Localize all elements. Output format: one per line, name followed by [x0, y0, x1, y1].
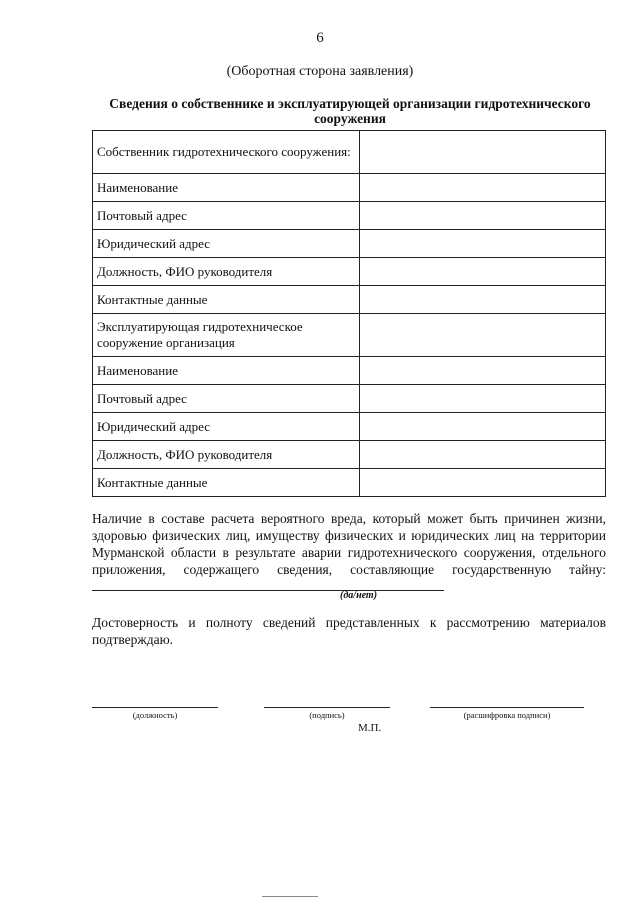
table-row [93, 441, 606, 469]
state-secret-statement-text: Наличие в составе расчета вероятного вреда, который может быть причинен жизни, здоровью физических лиц, имуществу физических и юридических лиц на территории Мурманской области в результате аварии гидротехнического сооружения, отдельного приложения, содержащего сведения, составляющие государственную тайну: [92, 511, 606, 577]
table-label-owner-head: Должность, ФИО руководителя [93, 258, 360, 286]
state-secret-answer-field[interactable] [92, 578, 444, 591]
table-value-cell[interactable] [360, 413, 606, 441]
table-row [93, 314, 606, 357]
table-label-owner-contacts: Контактные данные [93, 286, 360, 314]
position-caption: (должность) [132, 710, 178, 720]
page-number: 6 [316, 30, 324, 46]
table-value-cell[interactable] [360, 258, 606, 286]
table-value-cell[interactable] [360, 230, 606, 258]
table-label-owner-postal-address: Почтовый адрес [93, 202, 360, 230]
confirmation-statement: Достоверность и полноту сведений представленных к рассмотрению материалов подтверждаю. [92, 615, 606, 647]
table-label-owner: Собственник гидротехнического сооружения: [93, 131, 360, 174]
table-row [93, 131, 606, 174]
stamp-place-label: М.П. [358, 722, 382, 734]
signature-decoding-caption: (расшифровка подписи) [463, 710, 551, 720]
table-value-cell[interactable] [360, 357, 606, 385]
table-label-owner-name: Наименование [93, 174, 360, 202]
table-value-cell[interactable] [360, 131, 606, 174]
table-label-operator-postal-address: Почтовый адрес [93, 385, 360, 413]
table-row [93, 230, 606, 258]
table-row [93, 258, 606, 286]
table-value-cell[interactable] [360, 174, 606, 202]
table-label-owner-legal-address: Юридический адрес [93, 230, 360, 258]
table-row [93, 469, 606, 497]
table-row [93, 202, 606, 230]
page-subtitle: (Оборотная сторона заявления) [226, 64, 414, 79]
section-title: Сведения о собственнике и эксплуатирующей организации гидротехнического сооружения [109, 96, 591, 126]
footer-divider [262, 896, 318, 897]
table-value-cell[interactable] [360, 202, 606, 230]
signature-caption: (подпись) [309, 710, 345, 720]
table-label-operator: Эксплуатирующая гидротехническое сооружение организация [93, 314, 360, 357]
table-label-operator-name: Наименование [93, 357, 360, 385]
table-row [93, 413, 606, 441]
table-value-cell[interactable] [360, 385, 606, 413]
table-row [93, 286, 606, 314]
yes-no-hint: (да/нет) [340, 590, 378, 601]
table-label-operator-head: Должность, ФИО руководителя [93, 441, 360, 469]
signature-line[interactable] [264, 707, 390, 708]
table-row [93, 385, 606, 413]
table-row [93, 174, 606, 202]
table-value-cell[interactable] [360, 286, 606, 314]
table-value-cell[interactable] [360, 469, 606, 497]
position-signature-line[interactable] [92, 707, 218, 708]
state-secret-statement [92, 510, 606, 595]
table-value-cell[interactable] [360, 441, 606, 469]
table-label-operator-legal-address: Юридический адрес [93, 413, 360, 441]
table-value-cell[interactable] [360, 314, 606, 357]
table-label-operator-contacts: Контактные данные [93, 469, 360, 497]
owner-operator-table [92, 130, 606, 497]
table-row [93, 357, 606, 385]
signature-decoding-line[interactable] [430, 707, 584, 708]
